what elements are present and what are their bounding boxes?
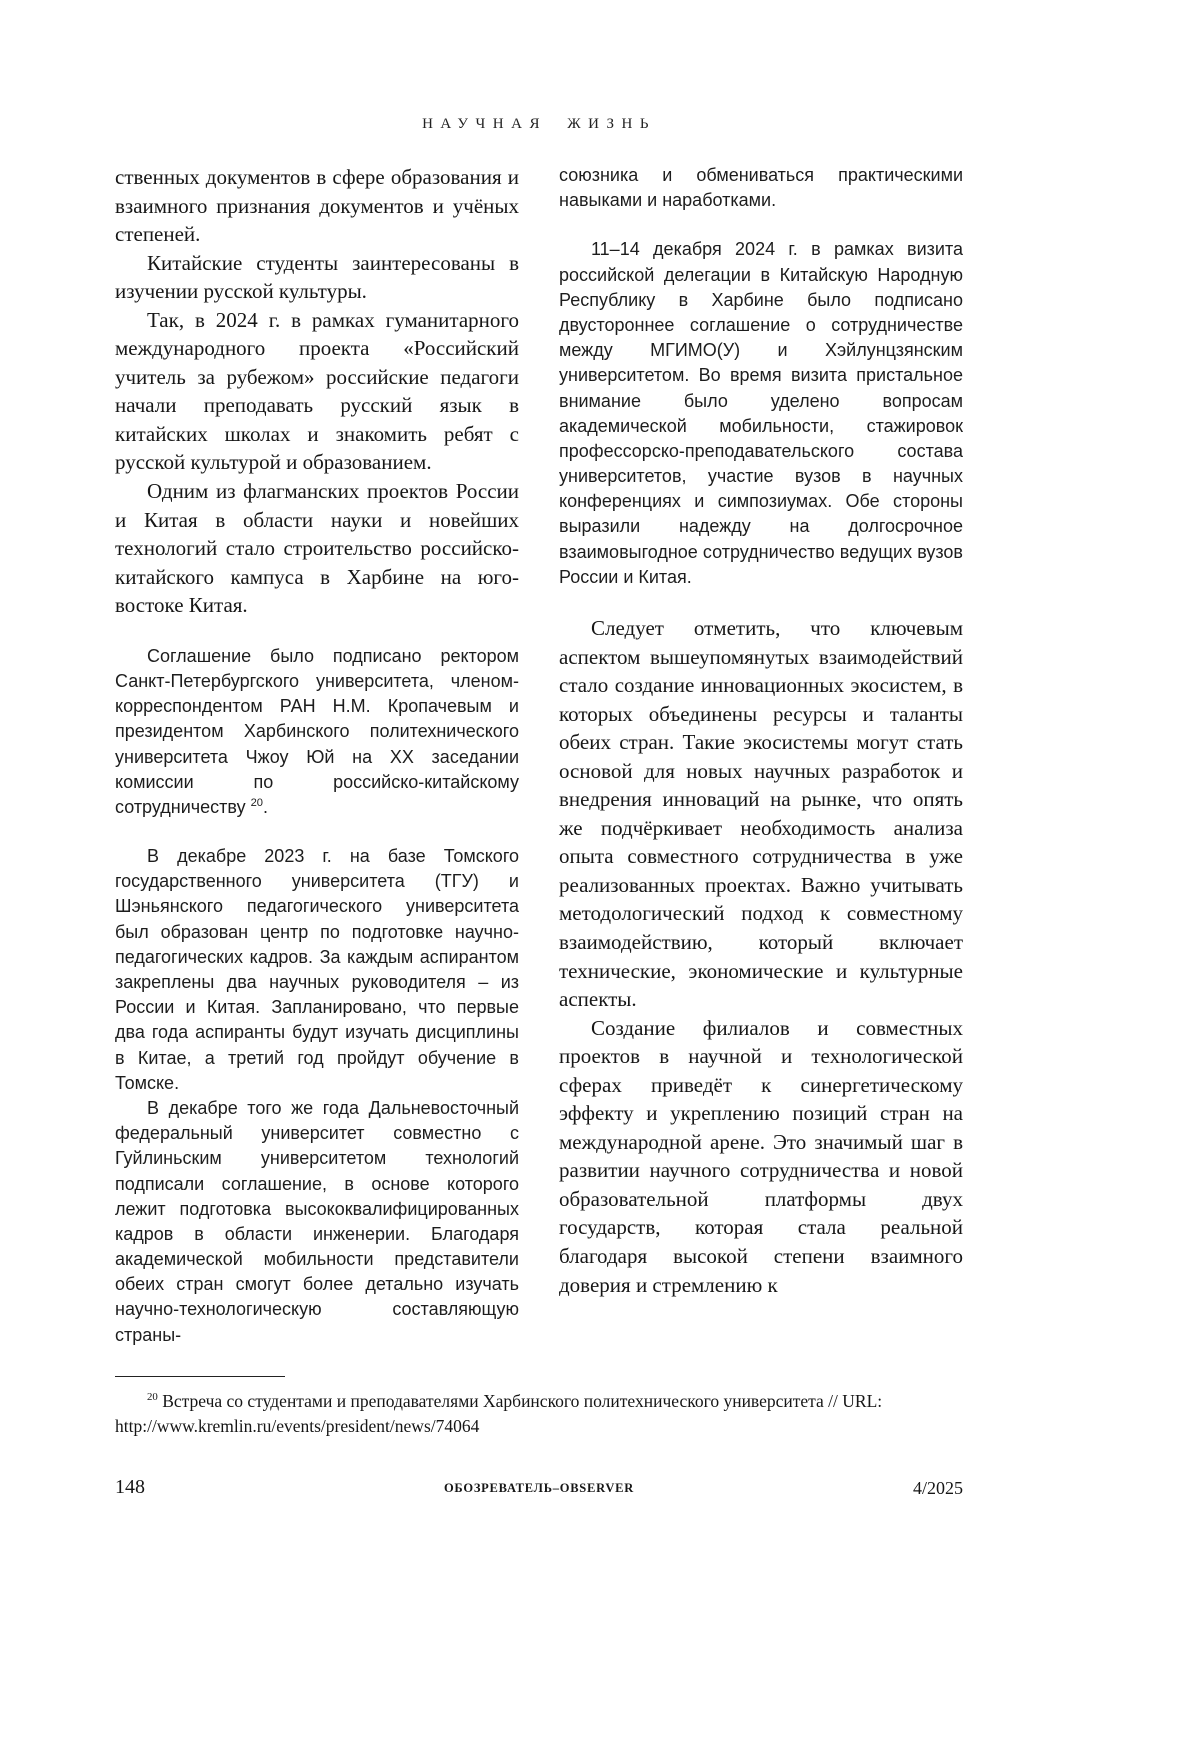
paragraph: Так, в 2024 г. в рамках гуманитарного международного проекта «Российский учитель за рубежом» российские педагоги начали преподавать русский язык в китайских школах и знакомить ребят с русской культурой и образованием. bbox=[115, 307, 519, 475]
journal-title: ОБОЗРЕВАТЕЛЬ–OBSERVER bbox=[443, 1480, 635, 1495]
paragraph: 11–14 декабря 2024 г. в рамках визита российской делегации в Китайскую Народную Республику в Харбине было подписано двустороннее соглашение о сотрудничестве между МГИМО(У) и Хэйлунцзянским университетом. Во время визита пристальное внимание было уделено вопросам академической мобильности, стажировок профессорско-преподавательского состава университетов, участие вузов в научных конференциях и симпозиумах. Обе стороны выразили надежду на долгосрочное взаимовыгодное сотрудничество ведущих вузов России и Китая. bbox=[559, 239, 963, 587]
paragraph: Китайские студенты заинтересованы в изучении русской культуры. bbox=[115, 250, 519, 304]
paragraph: Одним из флагманских проектов России и Китая в области науки и новейших технологий стало строительство российско-китайского кампуса в Харбине на юго-востоке Китая. bbox=[115, 479, 519, 618]
paragraph: Создание филиалов и совместных проектов в научной и технологической сферах приведёт к синергетическому эффекту и укреплению позиций стран на международной арене. Это значимый шаг в развитии научного сотрудничества и новой образовательной платформы двух государств, которая стала реальной благодаря высокой степени взаимного доверия и стремлению к bbox=[559, 1015, 963, 1297]
footnote-ref: 20 bbox=[250, 796, 264, 809]
right-column bbox=[559, 163, 963, 1348]
paragraph: В декабре 2023 г. на базе Томского государственного университета (ТГУ) и Шэньянского педагогического университета был образован центр по подготовке научно-педагогических кадров. За каждым аспирантом закреплены два научных руководителя – из России и Китая. Запланировано, что первые два года аспиранты будут изучать дисциплины в Китае, а третий год пройдут обучение в Томске. bbox=[115, 846, 519, 1093]
footnote-marker: 20 bbox=[147, 1390, 158, 1403]
footnote bbox=[115, 1389, 963, 1440]
issue-number: 4/2025 bbox=[912, 1477, 963, 1498]
footnote-body: Встреча со студентами и преподавателями Харбинского политехнического университета // URL: bbox=[162, 1390, 883, 1411]
page-footer bbox=[115, 1476, 963, 1502]
running-header: НАУЧНАЯ ЖИЗНЬ bbox=[422, 116, 656, 132]
paragraph: ственных документов в сфере образования и взаимного признания документов и учёных степеней. bbox=[115, 165, 519, 247]
paragraph: В декабре того же года Дальневосточный федеральный университет совместно с Гуйлиньским университетом технологий подписали соглашение, в основе которого лежит подготовка высококвалифицированных кадров в области инженерии. Благодаря академической мобильности представители обеих стран смогут более детально изучать научно-технологическую составляющую страны- bbox=[115, 1097, 519, 1345]
footnote-url: http://www.kremlin.ru/events/president/news/74064 bbox=[115, 1416, 480, 1437]
footnote-divider bbox=[115, 1376, 285, 1377]
footnote-text-line bbox=[115, 1389, 963, 1414]
paragraph: Следует отметить, что ключевым аспектом вышеупомянутых взаимодействий стало создание инновационных экосистем, в которых объединены ресурсы и таланты обеих стран. Такие экосистемы могут стать основой для новых научных разработок и внедрения инноваций на рынке, что опять же подчёркивает необходимость анализа опыта совместного сотрудничества в уже реализованных проектах. Важно учитывать методологический подход к совместному взаимодействию, который включает технические, экономические и культурные аспекты. bbox=[559, 616, 963, 1012]
paragraph: Соглашение было подписано ректором Санкт-Петербургского университета, членом-корреспондентом РАН Н.М. Кропачевым и президентом Харбинского политехнического университета Чжоу Юй на XX заседании комиссии по российско-китайскому сотрудничеству $^{20}$. bbox=[115, 645, 519, 817]
page-number: 148 bbox=[115, 1475, 145, 1498]
paragraph: союзника и обмениваться практическими навыками и наработками. bbox=[559, 165, 963, 211]
text-columns bbox=[115, 163, 963, 1348]
left-column bbox=[115, 163, 519, 1348]
